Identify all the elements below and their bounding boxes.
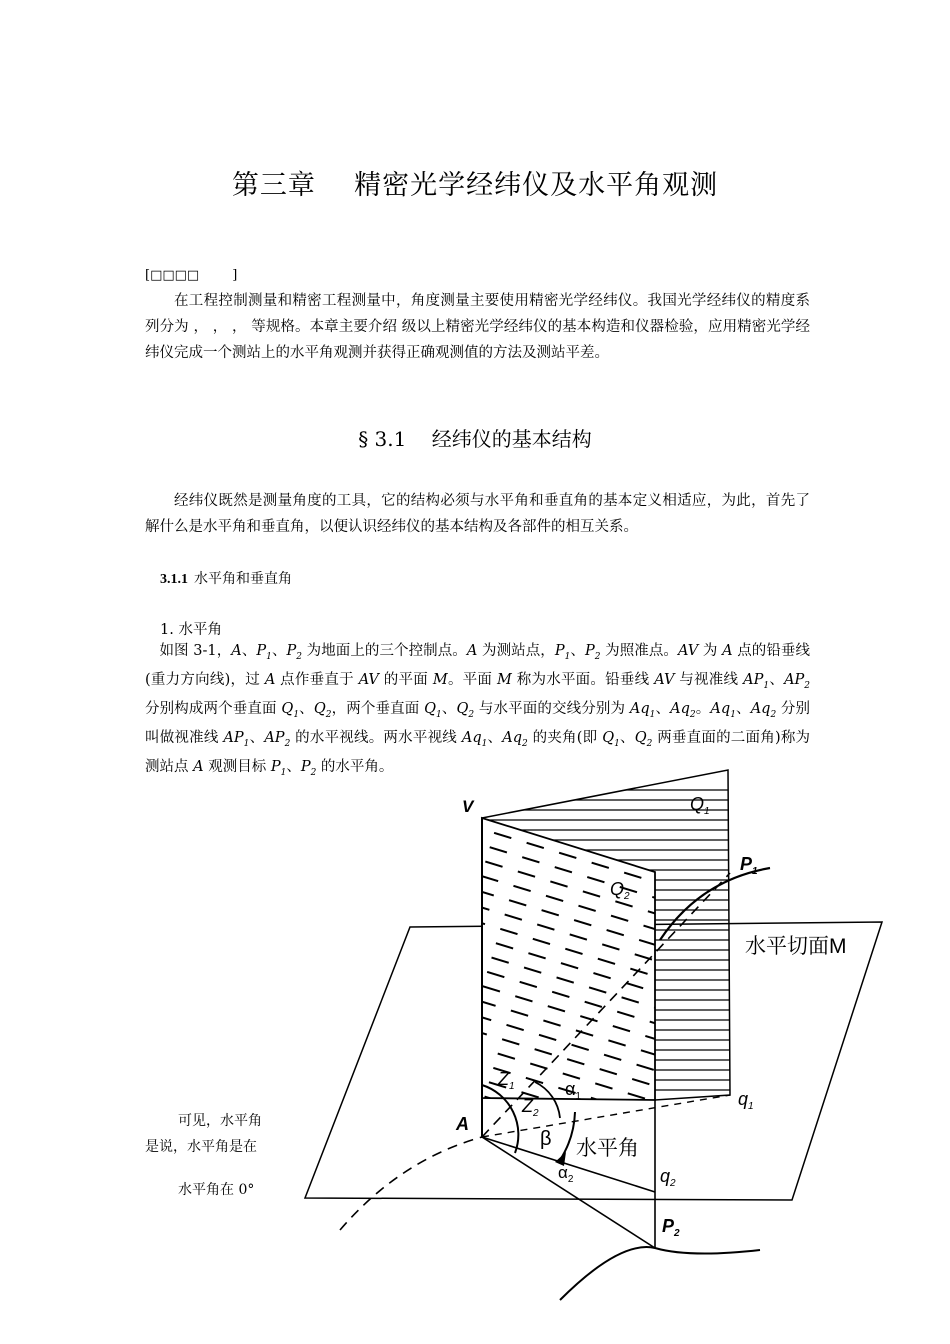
horizontal-angle-paragraph: 如图 3-1，A、$P_1$、$P_2$ 为地面上的三个控制点。A 为测站点，$P_1$、$P_2$ 为照准点。AV 为 A 点的铅垂线(重力方向线)，过 A 点作垂直于 AV 的平面 M。平面 M 称为水平面。铅垂线 AV 与视准线 $AP_1$、$AP_2$ 分别构成两个垂直面 $Q_1$、$Q_2$，两个垂直面 $Q_1$、$Q_2$ 与水平面的交线分别为 $Aq_1$、$Aq_2$。$Aq_1$、$Aq_2$ 分别叫做视准线 $AP_1$、$AP_2$ 的水平视线。两水平视线 $Aq_1$、$Aq_2$ 的夹角(即 $Q_1$、$Q_2$ 两垂直面的二面角)称为测站点 A 观测目标 $P_1$、$P_2$ 的水平角。 [145,643,811,778]
item-heading: 1. 水平角 [160,622,222,638]
label-alpha2: $\alpha_2$ [558,1163,574,1185]
label-z2: $Z_2$ [522,1096,539,1119]
label-q2: $Q_2$ [610,879,630,902]
label-q2-point: $q_2$ [660,1166,676,1189]
chapter-title: 第三章 精密光学经纬仪及水平角观测 [231,170,719,201]
intro-paragraph: 在工程控制测量和精密工程测量中，角度测量主要使用精密光学经纬仪。我国光学经纬仪的精度系列分为 ， ， ， 等规格。本章主要介绍 级以上精密光学经纬仪的基本构造和仪器检验，应用精密光学经纬仪完成一个测站上的水平角观测并获得正确观测值的方法及测站平差。 [145,293,810,361]
section-title: § 3.1 经纬仪的基本结构 [358,427,592,451]
label-z1: $Z_1$ [498,1069,515,1092]
label-beta: β [540,1128,552,1150]
label-q1-point: $q_1$ [738,1089,754,1112]
subsection-title: 水平角和垂直角 [194,571,292,587]
label-alpha1: $\alpha_1$ [565,1079,581,1102]
label-horizontal-angle: 水平角 [576,1137,639,1160]
label-p1: $P_1$ [740,854,758,877]
summary-tag: [□□□□ ] [145,268,238,283]
partial-text-line2: 是说，水平角是在 [145,1139,257,1155]
partial-text-line3: 水平角在 0° [178,1182,255,1198]
subsection-number: 3.1.1 [160,572,188,587]
label-p2: $P_2$ [662,1216,680,1239]
label-v: V [462,797,474,816]
section-intro: 经纬仪既然是测量角度的工具，它的结构必须与水平角和垂直角的基本定义相适应，为此，首先了解什么是水平角和垂直角，以便认识经纬仪的基本结构及各部件的相互关系。 [145,493,810,535]
label-plane-m: 水平切面M [745,935,847,958]
label-q1: $Q_1$ [690,794,710,817]
partial-text-line1: 可见，水平角 [178,1113,262,1129]
label-a: A [456,1114,469,1134]
